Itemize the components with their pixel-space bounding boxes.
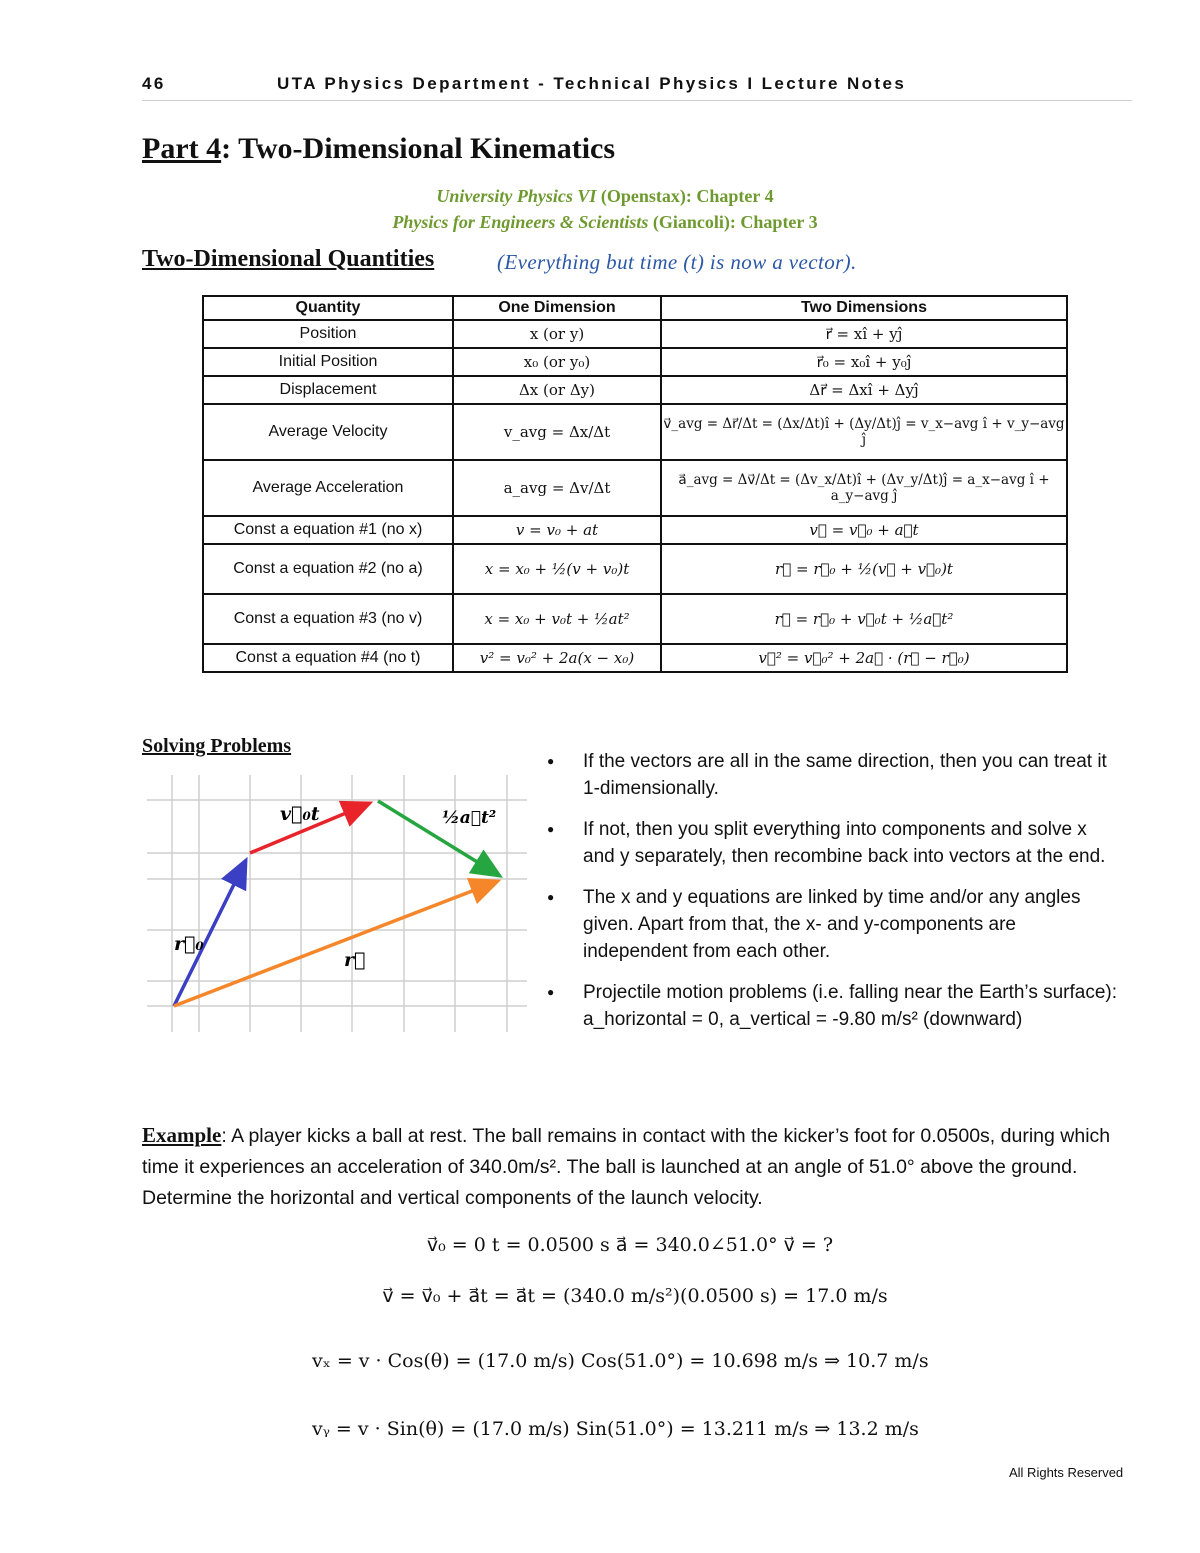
reference-line <box>0 183 1200 209</box>
vy-equation: vᵧ = v · Sin(θ) = (17.0 m/s) Sin(51.0°) = 13.211 m/s ⇒ 13.2 m/s <box>312 1418 919 1440</box>
two-dimension-cell: r⃗ = xî + yĵ <box>661 320 1067 348</box>
reference-book: Physics for Engineers & Scientists <box>392 212 649 232</box>
quantity-cell: Initial Position <box>203 348 453 376</box>
given-values-equation: v⃗₀ = 0 t = 0.0500 s a⃗ = 340.0∠51.0° v⃗ = ? <box>426 1234 834 1256</box>
two-dimension-cell: r⃗ = r⃗₀ + ½(v⃗ + v⃗₀)t <box>661 544 1067 594</box>
quantity-cell: Const a equation #2 (no a) <box>203 544 453 594</box>
list-item: ● If the vectors are all in the same direction, then you can treat it 1-dimensionally. <box>545 748 1120 802</box>
two-dimension-cell: v⃗ = v⃗₀ + a⃗t <box>661 516 1067 544</box>
part-heading <box>142 132 615 166</box>
velocity-equation: v⃗ = v⃗₀ + a⃗t = a⃗t = (340.0 m/s²)(0.0500 s) = 17.0 m/s <box>382 1285 888 1307</box>
list-item: ● Projectile motion problems (i.e. falling near the Earth’s surface): a_horizontal = 0, a_vertical = -9.80 m/s² (downward) <box>545 979 1120 1033</box>
one-dimension-cell: x = x₀ + v₀t + ½at² <box>453 594 661 644</box>
two-dimension-cell: a⃗_avg = Δv⃗/Δt = (Δv_x/Δt)î + (Δv_y/Δt)ĵ = a_x−avg î + a_y−avg ĵ <box>661 460 1067 516</box>
reference-publisher: (Openstax): <box>596 186 692 206</box>
reference-publisher: (Giancoli): <box>648 212 736 232</box>
textbook-references <box>0 183 1200 235</box>
r-label: r⃗ <box>344 949 366 971</box>
example-label: Example <box>142 1123 222 1147</box>
table-row <box>203 544 1067 594</box>
two-dimension-cell: r⃗ = r⃗₀ + v⃗₀t + ½a⃗t² <box>661 594 1067 644</box>
table-row <box>203 460 1067 516</box>
one-dimension-cell: x₀ (or y₀) <box>453 348 661 376</box>
table-row <box>203 516 1067 544</box>
vector-addition-diagram <box>142 770 532 1035</box>
r0-label: r⃗₀ <box>174 933 204 955</box>
one-dimension-cell: Δx (or Δy) <box>453 376 661 404</box>
one-dimension-cell: x (or y) <box>453 320 661 348</box>
page-number: 46 <box>142 74 166 93</box>
v0t-label: v⃗₀t <box>280 803 320 825</box>
reference-book: University Physics VI <box>436 186 597 206</box>
quantity-cell: Average Velocity <box>203 404 453 460</box>
one-dimension-cell: v² = v₀² + 2a(x − x₀) <box>453 644 661 672</box>
half-at2-label: ½a⃗t² <box>442 808 497 828</box>
header-title: UTA Physics Department - Technical Physics I Lecture Notes <box>277 74 907 93</box>
quantity-cell: Displacement <box>203 376 453 404</box>
two-dimension-cell: r⃗₀ = x₀î + y₀ĵ <box>661 348 1067 376</box>
quantities-note: (Everything but time (t) is now a vector). <box>497 250 857 274</box>
quantities-table <box>202 295 1068 673</box>
solving-tips-list <box>545 748 1120 1047</box>
quantity-cell: Const a equation #1 (no x) <box>203 516 453 544</box>
two-dimension-cell: v⃗_avg = Δr⃗/Δt = (Δx/Δt)î + (Δy/Δt)ĵ = v_x−avg î + v_y−avg ĵ <box>661 404 1067 460</box>
quantity-cell: Const a equation #3 (no v) <box>203 594 453 644</box>
list-item: ● If not, then you split everything into components and solve x and y separately, then recombine back into vectors at the end. <box>545 816 1120 870</box>
quantity-cell: Const a equation #4 (no t) <box>203 644 453 672</box>
one-dimension-cell: x = x₀ + ½(v + v₀)t <box>453 544 661 594</box>
table-row <box>203 404 1067 460</box>
quantity-cell: Average Acceleration <box>203 460 453 516</box>
part-label: Part 4 <box>142 132 222 165</box>
reference-chapter: Chapter 4 <box>691 186 774 206</box>
reference-chapter: Chapter 3 <box>735 212 818 232</box>
part-title: : Two-Dimensional Kinematics <box>221 132 616 165</box>
table-row <box>203 594 1067 644</box>
two-dimension-cell: Δr⃗ = Δxî + Δyĵ <box>661 376 1067 404</box>
example-text: : A player kicks a ball at rest. The ball remains in contact with the kicker’s foot for 0.0500s, during which time it experiences an acceleration of 340.0m/s². The ball is launched at an angle of 51.0° above the ground. Determine the horizontal and vertical components of the launch velocity. <box>142 1125 1111 1209</box>
column-header: One Dimension <box>453 296 661 320</box>
table-header-row <box>203 296 1067 320</box>
column-header: Two Dimensions <box>661 296 1067 320</box>
vx-equation: vₓ = v · Cos(θ) = (17.0 m/s) Cos(51.0°) = 10.698 m/s ⇒ 10.7 m/s <box>312 1350 929 1372</box>
footer-copyright: All Rights Reserved <box>1009 1465 1124 1480</box>
example-paragraph <box>142 1120 1127 1214</box>
table-row <box>203 348 1067 376</box>
quantity-cell: Position <box>203 320 453 348</box>
solving-problems-heading: Solving Problems <box>142 735 292 757</box>
table-row <box>203 320 1067 348</box>
table-row <box>203 376 1067 404</box>
one-dimension-cell: v = v₀ + at <box>453 516 661 544</box>
column-header: Quantity <box>203 296 453 320</box>
one-dimension-cell: v_avg = Δx/Δt <box>453 404 661 460</box>
page-header <box>142 72 1132 101</box>
table-row <box>203 644 1067 672</box>
reference-line <box>0 209 1200 235</box>
quantities-heading: Two-Dimensional Quantities <box>142 246 435 272</box>
r-vector-arrow <box>174 881 498 1006</box>
one-dimension-cell: a_avg = Δv/Δt <box>453 460 661 516</box>
two-dimension-cell: v⃗² = v⃗₀² + 2a⃗ · (r⃗ − r⃗₀) <box>661 644 1067 672</box>
list-item: ● The x and y equations are linked by time and/or any angles given. Apart from that, the x- and y-components are independent from each other. <box>545 884 1120 965</box>
